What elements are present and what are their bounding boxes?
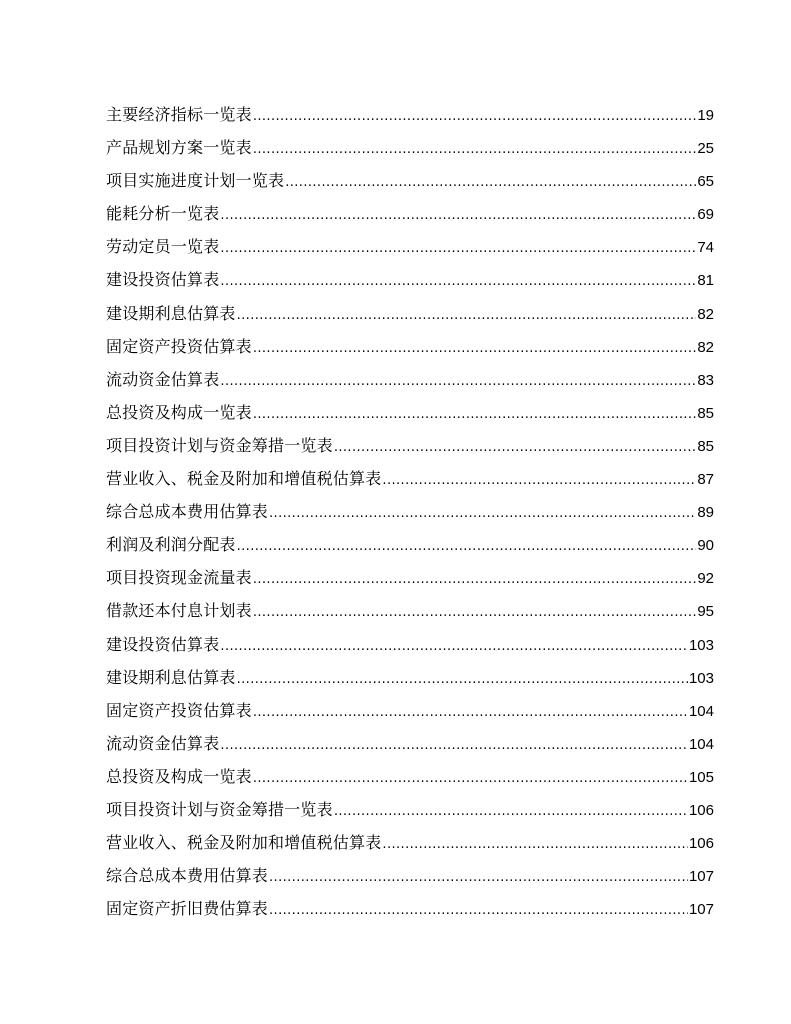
toc-entry-title: 项目实施进度计划一览表: [106, 171, 285, 191]
toc-page-number: 104: [688, 702, 714, 720]
toc-page-number: 106: [688, 835, 714, 853]
toc-entry[interactable]: [106, 131, 714, 164]
toc-dot-leader: [237, 530, 697, 563]
toc-page-number: 90: [697, 537, 714, 555]
toc-dot-leader: [285, 166, 696, 199]
toc-dot-leader: [253, 596, 697, 629]
toc-entry-title: 流动资金估算表: [106, 733, 220, 753]
toc-entry[interactable]: [106, 495, 714, 528]
toc-entry[interactable]: [106, 594, 714, 627]
toc-entry[interactable]: [106, 429, 714, 462]
toc-entry[interactable]: [106, 330, 714, 363]
toc-dot-leader: [382, 464, 696, 497]
toc-entry-title: 建设投资估算表: [106, 634, 220, 654]
toc-entry[interactable]: [106, 528, 714, 561]
toc-page-number: 105: [688, 768, 714, 786]
toc-page-number: 81: [697, 272, 714, 290]
toc-page-number: 89: [697, 504, 714, 522]
toc-dot-leader: [253, 133, 697, 166]
toc-dot-leader: [382, 828, 688, 861]
toc-page-number: 85: [697, 437, 714, 455]
toc-dot-leader: [220, 630, 688, 663]
toc-dot-leader: [253, 398, 697, 431]
toc-entry-title: 流动资金估算表: [106, 369, 220, 389]
toc-entry-title: 固定资产折旧费估算表: [106, 899, 269, 919]
toc-entry-title: 建设期利息估算表: [106, 667, 236, 687]
toc-entry-title: 建设投资估算表: [106, 270, 220, 290]
toc-page-number: 107: [688, 901, 714, 919]
toc-entry-title: 固定资产投资估算表: [106, 336, 252, 356]
toc-page-number: 85: [697, 404, 714, 422]
toc-dot-leader: [269, 894, 688, 927]
toc-entry-title: 综合总成本费用估算表: [106, 866, 269, 886]
toc-entry-title: 项目投资现金流量表: [106, 568, 252, 588]
toc-dot-leader: [220, 365, 696, 398]
toc-entry-title: 劳动定员一览表: [106, 237, 220, 257]
toc-dot-leader: [253, 332, 697, 365]
toc-entry[interactable]: [106, 628, 714, 661]
toc-dot-leader: [253, 100, 697, 133]
toc-entry[interactable]: [106, 263, 714, 296]
toc-entry[interactable]: [106, 793, 714, 826]
toc-dot-leader: [220, 265, 696, 298]
toc-dot-leader: [269, 861, 688, 894]
toc-page-number: 25: [697, 140, 714, 158]
toc-entry-title: 产品规划方案一览表: [106, 138, 252, 158]
toc-entry[interactable]: [106, 694, 714, 727]
toc-entry-title: 营业收入、税金及附加和增值税估算表: [106, 469, 382, 489]
toc-entry[interactable]: [106, 826, 714, 859]
toc-dot-leader: [220, 729, 688, 762]
toc-page-number: 103: [688, 636, 714, 654]
toc-entry[interactable]: [106, 363, 714, 396]
toc-dot-leader: [334, 431, 697, 464]
toc-entry[interactable]: [106, 297, 714, 330]
toc-entry[interactable]: [106, 396, 714, 429]
toc-page-number: 87: [697, 471, 714, 489]
toc-entry[interactable]: [106, 164, 714, 197]
toc-page-number: 104: [688, 735, 714, 753]
toc-entry-title: 总投资及构成一览表: [106, 402, 252, 422]
toc-entry[interactable]: [106, 661, 714, 694]
toc-entry[interactable]: [106, 760, 714, 793]
toc-entry-title: 项目投资计划与资金筹措一览表: [106, 435, 333, 455]
toc-dot-leader: [253, 563, 697, 596]
toc-page-number: 103: [688, 669, 714, 687]
toc-entry-title: 总投资及构成一览表: [106, 766, 252, 786]
toc-page-number: 92: [697, 570, 714, 588]
toc-dot-leader: [253, 762, 688, 795]
toc-entry-title: 固定资产投资估算表: [106, 700, 252, 720]
toc-page-number: 82: [697, 305, 714, 323]
toc-entry[interactable]: [106, 561, 714, 594]
toc-dot-leader: [220, 232, 696, 265]
toc-page-number: 95: [697, 603, 714, 621]
toc-page-number: 106: [688, 801, 714, 819]
table-of-contents: [106, 98, 714, 925]
toc-dot-leader: [269, 497, 696, 530]
toc-page-number: 82: [697, 338, 714, 356]
toc-page-number: 107: [688, 868, 714, 886]
toc-dot-leader: [237, 299, 697, 332]
toc-entry-title: 综合总成本费用估算表: [106, 502, 269, 522]
toc-entry-title: 利润及利润分配表: [106, 535, 236, 555]
toc-page-number: 19: [697, 107, 714, 124]
toc-entry[interactable]: [106, 892, 714, 925]
toc-entry[interactable]: [106, 230, 714, 263]
toc-entry[interactable]: [106, 462, 714, 495]
toc-page-number: 65: [697, 173, 714, 191]
toc-page-number: 69: [697, 206, 714, 224]
toc-dot-leader: [334, 795, 688, 828]
toc-entry[interactable]: [106, 727, 714, 760]
toc-entry-title: 建设期利息估算表: [106, 303, 236, 323]
toc-entry-title: 主要经济指标一览表: [106, 105, 252, 124]
toc-entry-title: 营业收入、税金及附加和增值税估算表: [106, 833, 382, 853]
toc-page-number: 83: [697, 371, 714, 389]
toc-entry[interactable]: [106, 98, 714, 131]
toc-dot-leader: [237, 663, 688, 696]
toc-entry[interactable]: [106, 197, 714, 230]
toc-entry-title: 项目投资计划与资金筹措一览表: [106, 799, 333, 819]
toc-dot-leader: [253, 696, 688, 729]
toc-entry-title: 能耗分析一览表: [106, 204, 220, 224]
toc-page-number: 74: [697, 239, 714, 257]
toc-entry[interactable]: [106, 859, 714, 892]
toc-dot-leader: [220, 199, 696, 232]
toc-entry-title: 借款还本付息计划表: [106, 601, 252, 621]
